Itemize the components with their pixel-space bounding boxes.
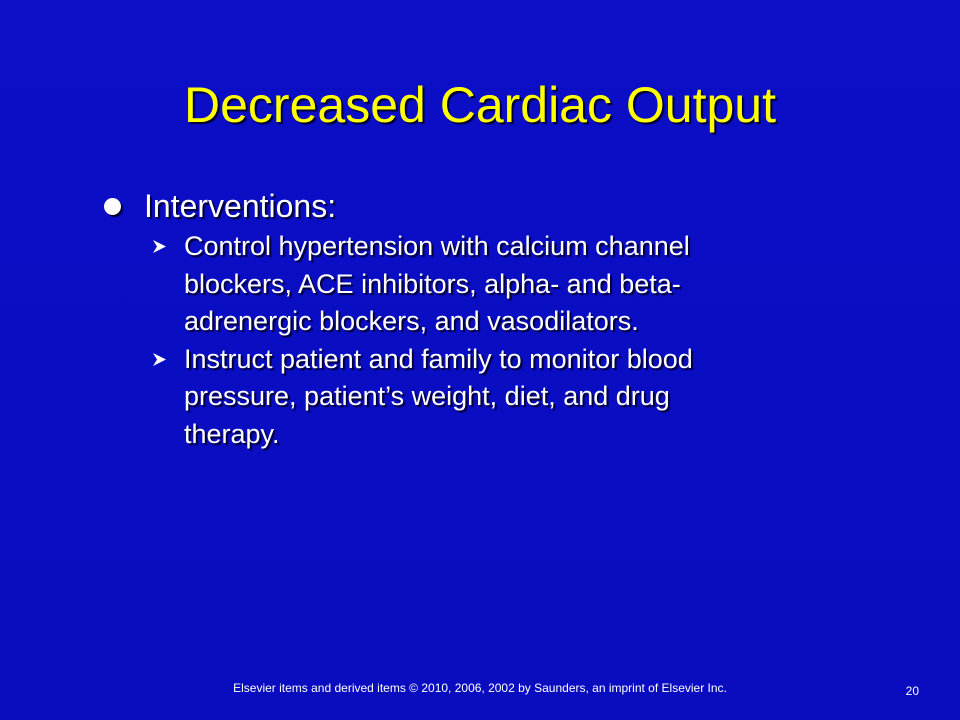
subbullet-line: adrenergic blockers, and vasodilators. <box>184 306 639 336</box>
arrowhead-bullet-icon <box>152 239 167 254</box>
subbullet-list <box>152 228 824 453</box>
subbullet-line: therapy. <box>184 418 280 449</box>
subbullet-line: Control hypertension with calcium channel <box>184 231 690 261</box>
filled-circle-bullet-icon <box>104 198 121 215</box>
copyright-footer: Elsevier items and derived items © 2010, 2006, 2002 by Saunders, an imprint of Elsevier Inc. <box>233 681 727 695</box>
slide-title: Decreased Cardiac Output <box>184 77 776 133</box>
page-number: 20 <box>905 684 919 698</box>
subbullet-line: Instruct patient and family to monitor blood <box>184 343 693 374</box>
bullet-text: Interventions: <box>144 188 337 224</box>
arrowhead-bullet-icon <box>152 352 167 367</box>
subbullet-line: blockers, ACE inhibitors, alpha- and beta- <box>184 268 681 299</box>
slide-body <box>104 186 824 453</box>
subbullet-line: pressure, patient’s weight, diet, and drug <box>184 381 670 411</box>
bullet-interventions <box>104 186 824 226</box>
subbullet-instruct-patient <box>152 341 824 454</box>
subbullet-control-hypertension <box>152 228 824 341</box>
